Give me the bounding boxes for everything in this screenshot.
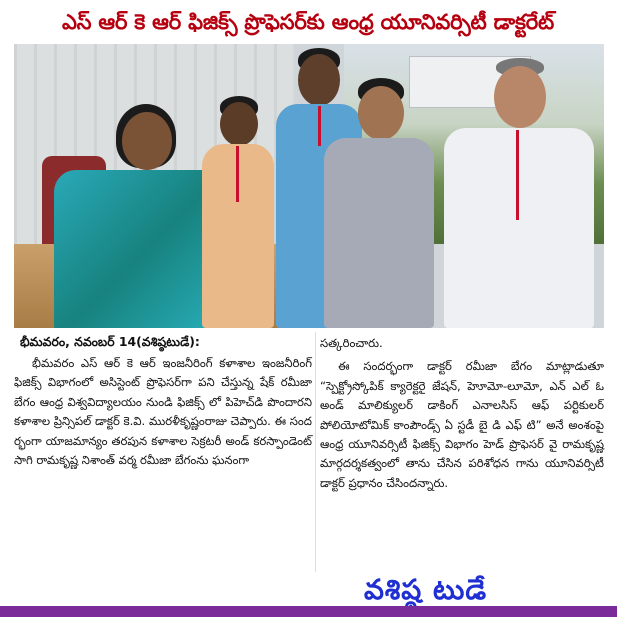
article-right-column (320, 334, 604, 493)
newspaper-brand: వశిష్ఠ టుడే (364, 573, 488, 606)
article-left-column (14, 354, 312, 470)
footer-bar (0, 606, 617, 617)
article-continuation: సత్కరించారు. (320, 336, 383, 350)
dateline: భీమవరం, నవంబర్ 14(వశిష్ఠటుడే): (20, 334, 200, 349)
column-divider (315, 332, 316, 572)
headline: ఎస్ ఆర్ కె ఆర్ ఫిజిక్స్ ప్రొఫెసర్‌కు ఆంధ్ర యూనివర్సిటీ డాక్టరేట్ (62, 9, 554, 34)
news-photo (14, 44, 604, 328)
article-paragraph: ఈ సందర్భంగా డాక్టర్ రమీజా బేగం మాట్లాడుతూ “స్పెక్ట్రోస్కోపిక్ క్యారెక్టరై జేషన్, హెూమో-లూమో, ఎన్ ఎల్ ఓ అండ్ మాలిక్యులర్ డాకింగ్ ఎనాలసిస్ ఆఫ్ పర్టికులర్ పోలియోటోమిక్ కాంపౌండ్స్ ఏ స్టడీ బై డి ఎఫ్ టి” అనే అంశంపై ఆంధ్ర యూనివర్సిటీ ఫిజిక్స్ విభాగం హెడ్ ప్రొఫెసర్ వై రామకృష్ణ మార్గదర్శకత్వంలో తాను చేసిన పరిశోధన గాను యూనివర్సిటీ డాక్టర్ ప్రధానం చేసిందన్నారు. (320, 359, 604, 490)
article-paragraph: భీమవరం ఎస్ ఆర్ కె ఆర్ ఇంజనీరింగ్ కళాశాల ఇంజనీరింగ్ ఫిజిక్స్ విభాగంలో అసిస్టెంట్ ప్రొఫెసర్‌గా పని చేస్తున్న షేక్ రమీజా బేగం ఆంధ్ర విశ్వవిద్యాలయం నుండి ఫిజిక్స్ లో పిహెచ్‌డి పొందారని కళాశాల ప్రిన్సిపల్ డాక్టర్ కె.వి. మురళీకృష్ణంరాజు చెప్పారు. ఈ సంద ర్భంగా యాజమాన్యం తరపున కళాశాల సెక్రటరీ అండ్ కరస్పాండెంట్ సాగి రామకృష్ణ నిశాంత్ వర్మ రమీజా బేగంను ఘనంగా (14, 356, 312, 468)
